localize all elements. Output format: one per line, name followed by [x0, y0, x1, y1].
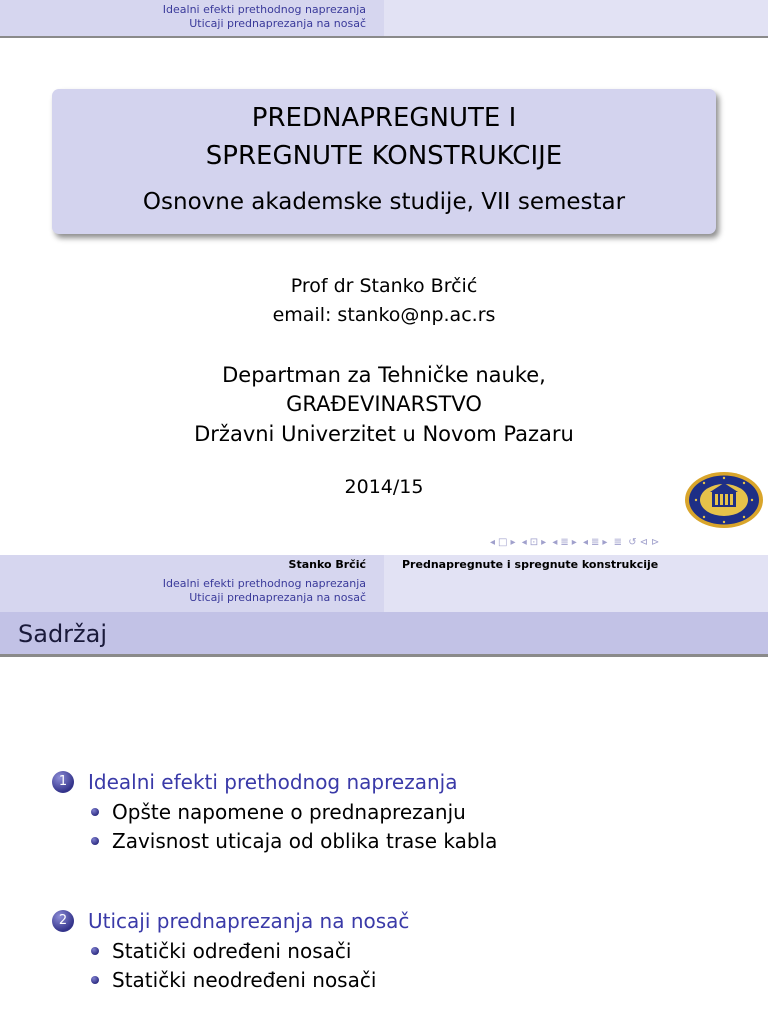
- university-seal-icon: [684, 471, 764, 529]
- nav-section-icon[interactable]: ≣: [591, 537, 600, 548]
- nav-search-forward-icon[interactable]: ⊳: [650, 537, 660, 548]
- second-header-sections: [0, 575, 384, 612]
- title-line-1: PREDNAPREGNUTE I: [251, 103, 517, 133]
- section-number-badge: 2: [52, 910, 74, 932]
- nav-prev-section-icon[interactable]: ◂: [582, 537, 589, 548]
- toc-subsection-2-2[interactable]: Statički neodređeni nosači: [112, 968, 377, 992]
- bullet-icon: [91, 947, 99, 955]
- header-section-link-2[interactable]: Uticaji prednaprezanja na nosač: [189, 17, 366, 30]
- top-header-sections: [0, 0, 384, 36]
- toc-section-2[interactable]: Uticaji prednaprezanja na nosač: [88, 909, 410, 933]
- nav-frame-icon[interactable]: ⊡: [529, 537, 539, 548]
- nav-search-back-icon[interactable]: ⊲: [639, 537, 648, 548]
- toc-subsection-1-1[interactable]: Opšte napomene o prednaprezanju: [112, 800, 466, 824]
- nav-next-slide-icon[interactable]: ▸: [510, 537, 516, 548]
- subtitle: Osnovne akademske studije, VII semestar: [142, 189, 626, 215]
- footer-author: Stanko Brčić: [0, 555, 384, 575]
- nav-document-icon[interactable]: ≣: [613, 537, 623, 548]
- bullet-icon: [91, 837, 99, 845]
- second-header-right: [384, 575, 768, 612]
- nav-next-frame-icon[interactable]: ▸: [541, 537, 547, 548]
- beamer-navigation: [490, 536, 766, 550]
- toc-subsection-1-2[interactable]: Zavisnost uticaja od oblika trase kabla: [112, 829, 498, 853]
- institute-line-1: Departman za Tehničke nauke,: [222, 363, 546, 387]
- nav-subsection-icon[interactable]: ≣: [560, 537, 569, 548]
- second-header-section-link-1[interactable]: Idealni efekti prethodnog naprezanja: [162, 577, 366, 590]
- nav-slide-icon[interactable]: □: [498, 537, 508, 548]
- frame-title: Sadržaj: [0, 612, 768, 654]
- section-number-badge: 1: [52, 771, 74, 793]
- frame-title-shadow: [0, 654, 768, 657]
- bullet-icon: [91, 976, 99, 984]
- title-block: [52, 89, 716, 234]
- second-header-section-link-2[interactable]: Uticaji prednaprezanja na nosač: [189, 591, 366, 604]
- institute-line-2: GRAĐEVINARSTVO: [286, 392, 482, 416]
- top-header-shadow: [0, 36, 768, 38]
- nav-next-subsection-icon[interactable]: ▸: [571, 537, 577, 548]
- top-header-right: [384, 0, 768, 36]
- nav-prev-subsection-icon[interactable]: ◂: [552, 537, 558, 548]
- nav-prev-slide-icon[interactable]: ◂: [490, 537, 496, 548]
- toc-section-1[interactable]: Idealni efekti prethodnog naprezanja: [88, 770, 458, 794]
- author-name: Prof dr Stanko Brčić: [290, 275, 478, 297]
- nav-prev-frame-icon[interactable]: ◂: [521, 537, 527, 548]
- toc-subsection-2-1[interactable]: Statički određeni nosači: [112, 939, 352, 963]
- institute-line-3: Državni Univerzitet u Novom Pazaru: [194, 422, 574, 446]
- nav-next-section-icon[interactable]: ▸: [602, 537, 608, 548]
- footer-title: Prednapregnute i spregnute konstrukcije: [384, 555, 768, 575]
- date: 2014/15: [344, 476, 424, 498]
- nav-back-icon[interactable]: ↺: [628, 537, 637, 548]
- bullet-icon: [91, 808, 99, 816]
- header-section-link-1[interactable]: Idealni efekti prethodnog naprezanja: [162, 3, 366, 16]
- author-email: email: stanko@np.ac.rs: [272, 304, 496, 326]
- title-line-2: SPREGNUTE KONSTRUKCIJE: [205, 141, 563, 171]
